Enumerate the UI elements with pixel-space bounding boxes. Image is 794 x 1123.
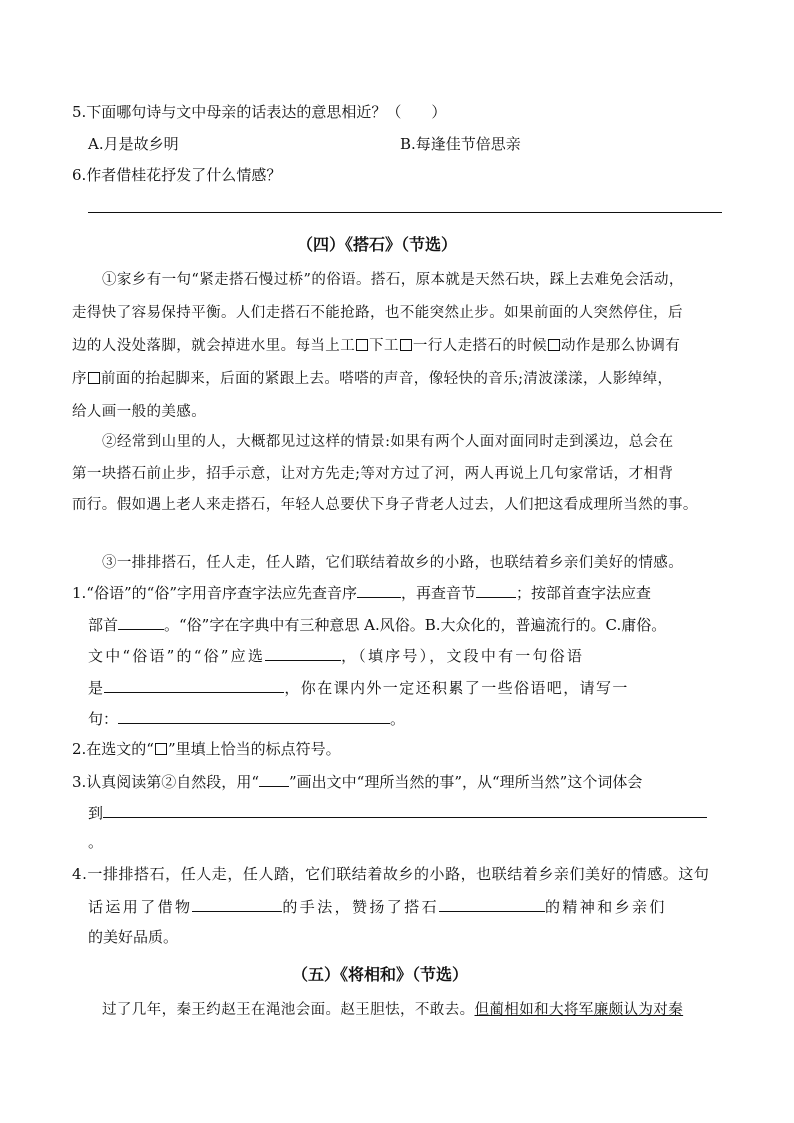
passage-text: 一行人走搭石的时候	[412, 338, 548, 354]
question-text: 话运用了借物	[88, 898, 193, 916]
section-title-4: （四）《搭石》（节选）	[297, 235, 458, 254]
question-text: 。“俗”字在字典中有三种意思 A.风俗。B.大众化的，普遍流行的。C.庸俗。	[164, 616, 667, 634]
passage-text: 边的人没处落脚，就会掉进水里。每当上工	[72, 338, 356, 354]
question-text: 的精神和乡亲们	[545, 898, 667, 916]
passage-text: 过了几年，秦王约赵王在渑池会面。赵王胆怯，不敢去。	[102, 1002, 475, 1018]
question-text: 。	[390, 710, 406, 728]
passage-line: 走得快了容易保持平衡。人们走搭石不能抢路，也不能突然止步。如果前面的人突然停住，后	[72, 305, 683, 321]
passage-text: 前面的抬起脚来，后面的紧跟上去。嗒嗒的声音，像轻快的音乐;清波漾漾，人影绰绰，	[100, 371, 673, 387]
question-text: 文中“俗语”的“俗”应选	[88, 647, 266, 665]
punctuation-box-icon	[155, 743, 167, 755]
punctuation-box[interactable]	[88, 372, 100, 384]
underline-sample	[259, 772, 289, 787]
answer-blank[interactable]	[192, 897, 282, 912]
answer-blank[interactable]	[357, 583, 401, 598]
passage-line	[72, 367, 672, 388]
answer-blank[interactable]	[118, 709, 390, 724]
question-text: ，你在课内外一定还积累了一些俗语吧，请写一	[284, 679, 629, 697]
question-5: 5.下面哪句诗与文中母亲的话表达的意思相近？（ ）	[72, 103, 447, 121]
answer-blank[interactable]	[476, 583, 516, 598]
question-1-line	[88, 646, 584, 665]
question-6: 6.作者借桂花抒发了什么情感？	[72, 166, 282, 184]
question-4-line	[88, 897, 667, 916]
option-b: B.每逢佳节倍思亲	[400, 135, 521, 153]
question-text: ”里填上恰当的标点符号。	[167, 740, 341, 758]
question-1-line	[88, 709, 405, 728]
answer-blank[interactable]	[103, 803, 707, 818]
question-2	[72, 740, 341, 758]
question-text: 部首	[88, 616, 119, 634]
question-1-line	[88, 615, 666, 634]
question-text: ，再查音节	[401, 584, 477, 602]
question-text: ，（填序号），文段中有一句俗语	[341, 647, 585, 665]
answer-blank[interactable]	[439, 897, 545, 912]
question-text: ”画出文中“理所当然的事”，从“理所当然”这个词体会	[288, 773, 643, 791]
question-text: 句：	[88, 710, 119, 728]
question-text: 到	[88, 804, 104, 822]
passage-text: 动作是那么协调有	[561, 338, 681, 354]
section-title-5: （五）《将相和》（节选）	[292, 965, 469, 984]
question-text: ；按部首查字法应查	[516, 584, 652, 602]
passage-line: 而行。假如遇上老人来走搭石，年轻人总要伏下身子背老人过去，人们把这看成理所当然的事。	[72, 497, 698, 513]
option-a: A.月是故乡明	[88, 135, 179, 153]
passage-line: ③一排排搭石，任人走，任人踏，它们联结着故乡的小路，也联结着乡亲们美好的情感。	[102, 555, 684, 571]
passage-line: ①家乡有一句“紧走搭石慢过桥”的俗语。搭石，原本就是天然石块，踩上去难免会活动，	[102, 272, 684, 288]
question-3	[72, 772, 642, 791]
question-text: 2.在选文的“	[72, 740, 154, 758]
question-3-line	[88, 803, 707, 822]
question-text: 3.认真阅读第②自然段，用“	[72, 773, 259, 791]
passage-line: 给人画一般的美感。	[72, 404, 207, 420]
passage-line: 第一块搭石前止步，招手示意，让对方先走;等对方过了河，两人再说上几句家常话，才相背	[72, 466, 674, 482]
question-3-end: 。	[88, 833, 104, 851]
answer-line	[88, 212, 722, 213]
question-text: 的手法，赞扬了搭石	[282, 898, 440, 916]
passage-text: 下工	[369, 338, 399, 354]
question-4: 4.一排排搭石，任人走，任人踏，它们联结着故乡的小路，也联结着乡亲们美好的情感。这句	[72, 865, 710, 883]
punctuation-box[interactable]	[400, 339, 412, 351]
punctuation-box[interactable]	[548, 339, 560, 351]
question-4-end: 的美好品质。	[88, 928, 179, 946]
answer-blank[interactable]	[265, 646, 341, 661]
passage-line	[102, 998, 683, 1019]
passage-line: ②经常到山里的人，大概都见过这样的情景:如果有两个人面对面同时走到溪边，总会在	[102, 434, 674, 450]
answer-blank[interactable]	[104, 678, 284, 693]
question-text: 1.“俗语”的“俗”字用音序查字法应先查音序	[72, 584, 357, 602]
question-text: 是	[88, 679, 105, 697]
passage-line	[72, 334, 680, 355]
answer-blank[interactable]	[118, 615, 164, 630]
punctuation-box[interactable]	[356, 339, 368, 351]
underlined-sentence: 但蔺相如和大将军廉颇认为对秦	[474, 1002, 684, 1018]
question-1-line	[88, 678, 629, 697]
passage-text: 序	[72, 371, 87, 387]
question-1	[72, 583, 651, 602]
